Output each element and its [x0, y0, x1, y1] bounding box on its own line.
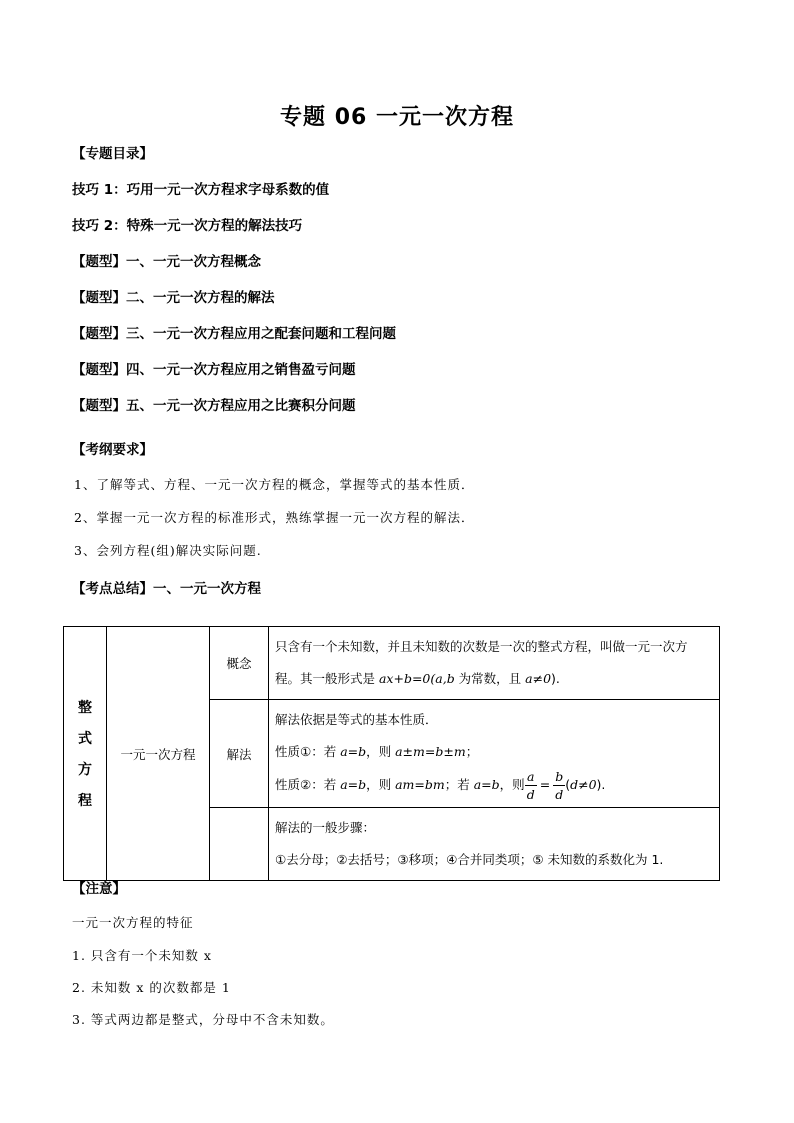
toc-item: 【题型】一、一元一次方程概念: [72, 254, 261, 270]
prop-text: ，则: [366, 744, 396, 759]
category-char: 程: [78, 793, 92, 809]
category-char: 方: [78, 762, 92, 778]
requirements-heading: 【考纲要求】: [72, 442, 153, 458]
requirement-item: 1、了解等式、方程、一元一次方程的概念，掌握等式的基本性质．: [74, 477, 475, 492]
concept-label: 概念: [210, 627, 269, 700]
property-1: [275, 736, 713, 768]
toc-item: 【题型】二、一元一次方程的解法: [72, 290, 275, 306]
prop-formula: a=b: [340, 777, 367, 792]
prop-text: ；: [465, 744, 479, 759]
category-char: 整: [78, 700, 92, 716]
toc-item: 【题型】四、一元一次方程应用之销售盈亏问题: [72, 362, 356, 378]
toc-item: 【题型】三、一元一次方程应用之配套问题和工程问题: [72, 326, 396, 342]
concept-line: 只含有一个未知数，并且未知数的次数是一次的整式方程，叫做一元一次方: [275, 639, 688, 654]
prop-formula: d≠0: [570, 777, 597, 792]
steps-list: ①去分母；②去括号；③移项；④合并同类项；⑤ 未知数的系数化为 1.: [275, 852, 664, 867]
steps-heading: 解法的一般步骤：: [275, 820, 376, 835]
fraction-numerator: a: [525, 768, 537, 786]
solve-content: [269, 700, 720, 808]
fraction-denominator: d: [555, 787, 564, 802]
prop-formula: a=b: [473, 777, 500, 792]
topic-cell: 一元一次方程: [107, 627, 210, 881]
requirement-item: 3、会列方程(组)解决实际问题.: [74, 543, 262, 558]
concept-line: [275, 663, 713, 695]
prop-text: (: [565, 777, 571, 792]
note-item: 3. 等式两边都是整式，分母中不含未知数。: [72, 1012, 334, 1027]
property-2: [275, 768, 713, 803]
solve-label: 解法: [210, 700, 269, 808]
concept-text: 程。其一般形式是: [275, 671, 379, 686]
summary-heading: 【考点总结】一、一元一次方程: [72, 581, 261, 597]
prop-text: ；若: [444, 777, 474, 792]
fraction-b-over-d: [553, 768, 565, 803]
category-cell: [64, 627, 107, 881]
concept-content: [269, 627, 720, 700]
prop-text: ，则: [499, 777, 525, 792]
toc-heading: 【专题目录】: [72, 146, 153, 162]
fraction-a-over-d: [525, 768, 537, 803]
fraction-numerator: b: [555, 769, 564, 784]
concept-text: ).: [551, 671, 560, 686]
prop-formula: am=bm: [395, 777, 445, 792]
concept-text: 为常数，且: [454, 671, 526, 686]
notes-heading: 【注意】: [72, 881, 126, 897]
prop-text: 性质②：若: [275, 777, 341, 792]
steps-content: [269, 808, 720, 881]
prop-text: ，则: [366, 777, 396, 792]
note-item: 2. 未知数 x 的次数都是 1: [72, 980, 231, 995]
general-form: ax+b=0(a,b: [378, 671, 455, 686]
requirement-item: 2、掌握一元一次方程的标准形式，熟练掌握一元一次方程的解法．: [74, 510, 475, 525]
toc-item: 技巧 1：巧用一元一次方程求字母系数的值: [72, 182, 330, 198]
page-title: 专题 06 一元一次方程: [280, 105, 514, 130]
prop-formula: a=b: [340, 744, 367, 759]
prop-formula: a±m=b±m: [395, 744, 466, 759]
note-item: 1. 只含有一个未知数 x: [72, 948, 212, 963]
condition: a≠0: [525, 671, 552, 686]
toc-item: 【题型】五、一元一次方程应用之比赛积分问题: [72, 398, 356, 414]
prop-text: ).: [596, 777, 606, 792]
note-item: 一元一次方程的特征: [72, 915, 194, 930]
category-char: 式: [78, 731, 92, 747]
prop-text: 性质①：若: [275, 744, 341, 759]
fraction-denominator: d: [526, 787, 535, 802]
basis-text: 解法依据是等式的基本性质．: [275, 712, 438, 727]
equals-sign: =: [539, 777, 551, 792]
summary-table: [63, 626, 720, 881]
toc-item: 技巧 2：特殊一元一次方程的解法技巧: [72, 218, 303, 234]
steps-label-cell: [210, 808, 269, 881]
